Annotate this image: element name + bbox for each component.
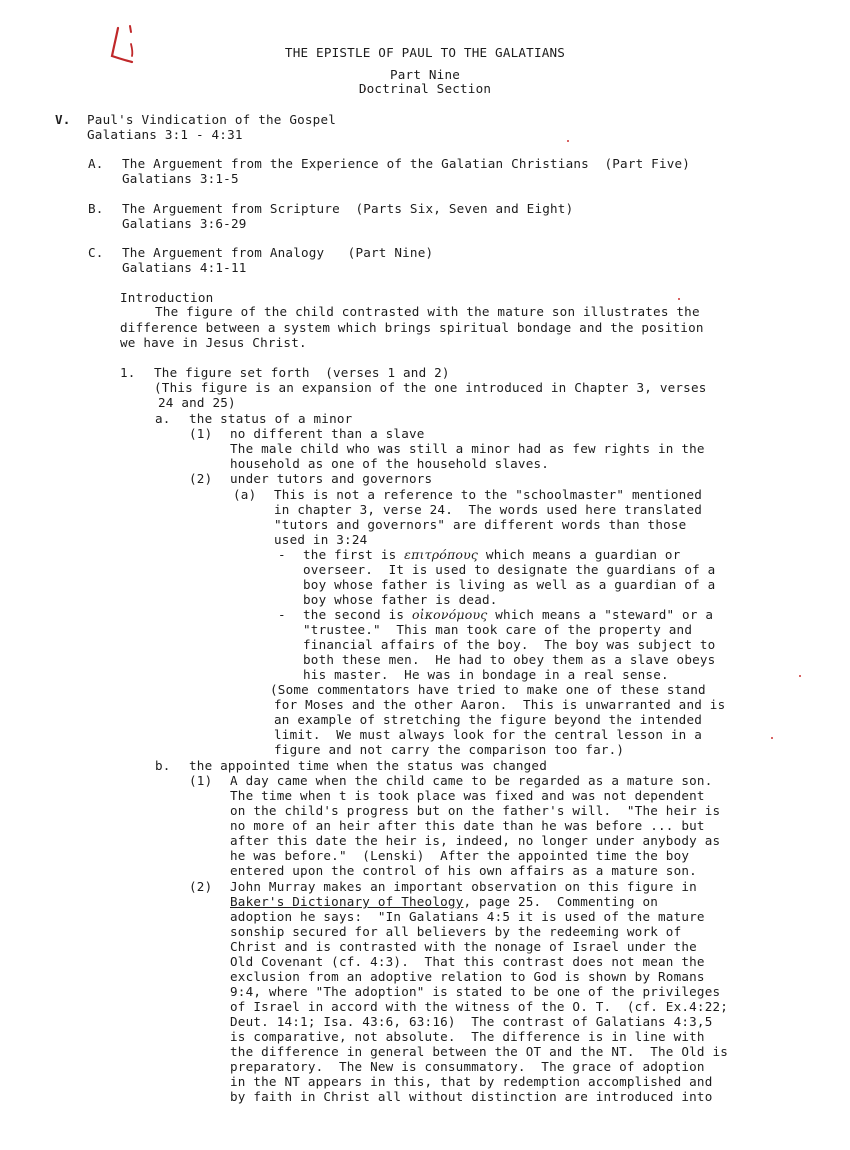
intro-line: we have in Jesus Christ. xyxy=(120,335,307,350)
outline-a-ref: Galatians 3:1-5 xyxy=(122,171,239,186)
sub-b-title: the appointed time when the status was changed xyxy=(189,758,547,773)
sub-b2-text: the difference in general between the OT and the NT. The Old is xyxy=(230,1044,729,1059)
sub-b2-text: of Israel in accord with the witness of the O. T. (cf. Ex.4:22; xyxy=(230,999,729,1014)
sub-b1-label: (1) xyxy=(189,773,213,788)
greek-word-oikonomous: οἰκονόμους xyxy=(411,607,488,622)
outline-v-number: V. xyxy=(55,112,71,127)
outline-c-ref: Galatians 4:1-11 xyxy=(122,260,247,275)
point-1-note: (This figure is an expansion of the one introduced in Chapter 3, verses xyxy=(154,380,707,395)
intro-heading: Introduction xyxy=(120,290,214,305)
sub-b2-text: Christ and is contrasted with the nonage of Israel under the xyxy=(230,939,697,954)
second-term-text: financial affairs of the boy. The boy was subject to xyxy=(303,637,716,652)
first-term-post: which means a guardian or xyxy=(478,547,681,562)
sub-b2-text: is comparative, not absolute. The difference is in line with xyxy=(230,1029,705,1044)
book-title: Baker's Dictionary of Theology xyxy=(230,894,464,909)
sub-b2-text: John Murray makes an important observation on this figure in xyxy=(230,879,697,894)
document-section: Doctrinal Section xyxy=(358,81,492,96)
book-citation-post: , page 25. Commenting on xyxy=(463,894,659,909)
ink-spot xyxy=(678,298,680,300)
outline-a-number: A. xyxy=(88,156,104,171)
sub-b-label: b. xyxy=(155,758,171,773)
sub-a2-label: (2) xyxy=(189,471,213,486)
paren-note: (Some commentators have tried to make one of these stand xyxy=(270,682,706,697)
ink-spot xyxy=(799,675,801,677)
paren-note: limit. We must always look for the central lesson in a xyxy=(274,727,703,742)
sub-b1-text: he was before." (Lenski) After the appointed time the boy xyxy=(230,848,690,863)
second-term-text: his master. He was in bondage in a real sense. xyxy=(303,667,669,682)
sub-b2-citation xyxy=(230,894,658,909)
second-term-line xyxy=(303,607,713,622)
paren-note: an example of stretching the figure beyond the intended xyxy=(274,712,703,727)
sub-a-label: a. xyxy=(155,411,171,426)
sub-aa-text: used in 3:24 xyxy=(274,532,368,547)
intro-line: difference between a system which brings spiritual bondage and the position xyxy=(120,320,704,335)
sub-b2-text: sonship secured for all believers by the redeeming work of xyxy=(230,924,682,939)
sub-b2-text: 9:4, where "The adoption" is stated to be one of the privileges xyxy=(230,984,721,999)
intro-line: The figure of the child contrasted with the mature son illustrates the xyxy=(155,304,700,319)
sub-b2-text: preparatory. The New is consummatory. The grace of adoption xyxy=(230,1059,705,1074)
outline-v-title: Paul's Vindication of the Gospel xyxy=(87,112,337,127)
outline-b-number: B. xyxy=(88,201,104,216)
second-term-text: both these men. He had to obey them as a slave obeys xyxy=(303,652,716,667)
point-1-title: The figure set forth (verses 1 and 2) xyxy=(154,365,450,380)
sub-b1-text: entered upon the control of his own affairs as a mature son. xyxy=(230,863,697,878)
sub-a1-label: (1) xyxy=(189,426,213,441)
document-part: Part Nine xyxy=(389,67,461,82)
dash-bullet: - xyxy=(278,547,286,562)
sub-b1-text: no more of an heir after this date than he was before ... but xyxy=(230,818,705,833)
sub-b2-text: Deut. 14:1; Isa. 43:6, 63:16) The contrast of Galatians 4:3,5 xyxy=(230,1014,713,1029)
sub-a1-text: The male child who was still a minor had as few rights in the xyxy=(230,441,705,456)
point-1-number: 1. xyxy=(120,365,136,380)
sub-b2-text: Old Covenant (cf. 4:3). That this contrast does not mean the xyxy=(230,954,705,969)
outline-b-title: The Arguement from Scripture (Parts Six, Seven and Eight) xyxy=(122,201,574,216)
sub-b2-text: by faith in Christ all without distinction are introduced into xyxy=(230,1089,713,1104)
outline-v-ref: Galatians 3:1 - 4:31 xyxy=(87,127,243,142)
point-1-note: 24 and 25) xyxy=(158,395,236,410)
first-term-pre: the first is xyxy=(303,547,405,562)
sub-a1-title: no different than a slave xyxy=(230,426,425,441)
paren-note: figure and not carry the comparison too far.) xyxy=(274,742,625,757)
first-term-text: boy whose father is living as well as a guardian of a xyxy=(303,577,716,592)
sub-b1-text: A day came when the child came to be regarded as a mature son. xyxy=(230,773,713,788)
sub-a1-text: household as one of the household slaves. xyxy=(230,456,550,471)
second-term-pre: the second is xyxy=(303,607,412,622)
sub-b1-text: The time when t is took place was fixed and was not dependent xyxy=(230,788,705,803)
first-term-text: overseer. It is used to designate the guardians of a xyxy=(303,562,716,577)
sub-aa-text: "tutors and governors" are different words than those xyxy=(274,517,687,532)
sub-b2-text: in the NT appears in this, that by redemption accomplished and xyxy=(230,1074,713,1089)
ink-spot xyxy=(567,140,569,142)
sub-b2-text: adoption he says: "In Galatians 4:5 it is used of the mature xyxy=(230,909,705,924)
sub-b2-text: exclusion from an adoptive relation to God is shown by Romans xyxy=(230,969,705,984)
outline-a-title: The Arguement from the Experience of the Galatian Christians (Part Five) xyxy=(122,156,691,171)
second-term-post: which means a "steward" or a xyxy=(487,607,714,622)
outline-c-number: C. xyxy=(88,245,104,260)
sub-a-title: the status of a minor xyxy=(189,411,353,426)
ink-spot xyxy=(771,737,773,739)
sub-a2-title: under tutors and governors xyxy=(230,471,433,486)
greek-word-epitropous: επιτρόπους xyxy=(404,547,479,562)
outline-b-ref: Galatians 3:6-29 xyxy=(122,216,247,231)
second-term-text: "trustee." This man took care of the property and xyxy=(303,622,693,637)
outline-c-title: The Arguement from Analogy (Part Nine) xyxy=(122,245,434,260)
first-term-line xyxy=(303,547,680,562)
sub-b1-text: on the child's progress but on the father's will. "The heir is xyxy=(230,803,721,818)
paren-note: for Moses and the other Aaron. This is unwarranted and is xyxy=(274,697,726,712)
sub-aa-text: This is not a reference to the "schoolmaster" mentioned xyxy=(274,487,703,502)
first-term-text: boy whose father is dead. xyxy=(303,592,498,607)
sub-aa-label: (a) xyxy=(233,487,257,502)
dash-bullet: - xyxy=(278,607,286,622)
sub-b1-text: after this date the heir is, indeed, no longer under anybody as xyxy=(230,833,721,848)
sub-aa-text: in chapter 3, verse 24. The words used here translated xyxy=(274,502,703,517)
sub-b2-label: (2) xyxy=(189,879,213,894)
document-title: THE EPISTLE OF PAUL TO THE GALATIANS xyxy=(284,45,566,60)
